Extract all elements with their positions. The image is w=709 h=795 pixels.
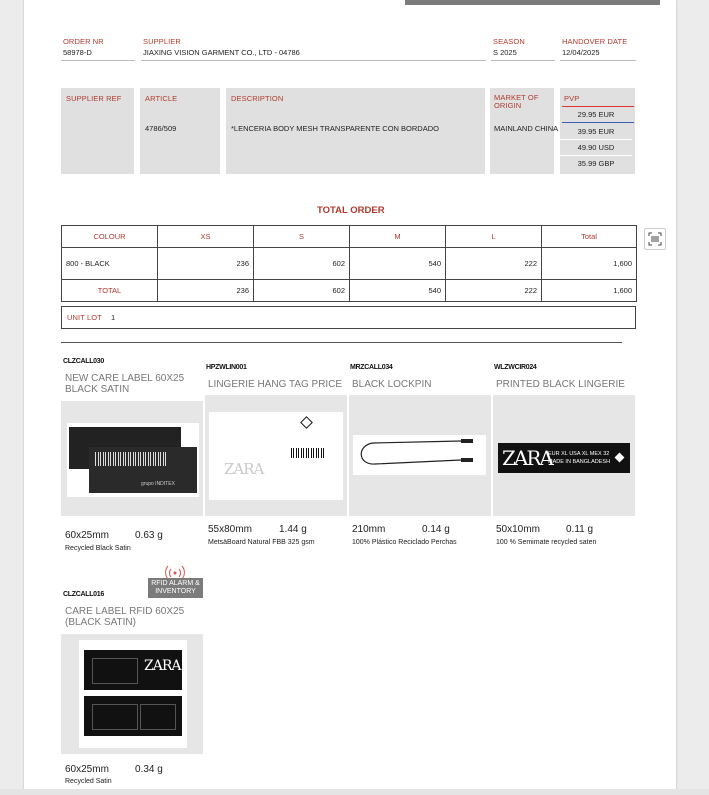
made-in-text: MADE IN BANGLADESH: [548, 459, 611, 465]
item-material: MetsäBoard Natural FBB 325 gsm: [208, 539, 315, 546]
item-image-care-label: [61, 401, 203, 516]
rfid-antenna-graphic: [140, 704, 176, 730]
viewer-toolbar[interactable]: [0, 789, 709, 795]
document-page: [24, 0, 676, 795]
column-header: S: [254, 226, 350, 248]
column-header: Total: [542, 226, 637, 248]
item-name: NEW CARE LABEL 60X25 BLACK SATIN: [65, 373, 185, 395]
supplier-ref-label: SUPPLIER REF: [66, 94, 122, 103]
unit-lot-box: [61, 306, 636, 329]
table-total-row: [62, 280, 637, 302]
description-value: *LENCERIA BODY MESH TRANSPARENTE CON BORDADO: [231, 124, 439, 133]
handover-date-value: 12/04/2025: [562, 48, 600, 57]
item-code: CLZCALL030: [63, 358, 104, 365]
unit-lot-value: 1: [111, 313, 116, 322]
rfid-antenna-graphic: [92, 658, 138, 684]
table-cell: 222: [446, 248, 542, 280]
article-box: [140, 88, 220, 174]
zara-logo: ZARA: [224, 460, 264, 478]
item-size: 60x25mm: [65, 764, 109, 775]
zara-logo: ZARA: [144, 658, 181, 674]
column-header: M: [350, 226, 446, 248]
market-label: MARKET OF ORIGIN: [494, 93, 539, 110]
table-cell: 1,600: [542, 280, 637, 302]
item-material: Recycled Satin: [65, 778, 112, 785]
rfid-antenna-graphic: [92, 704, 138, 730]
item-name: PRINTED BLACK LINGERIE: [496, 379, 625, 390]
item-size: 55x80mm: [208, 524, 252, 535]
table-cell: 540: [350, 280, 446, 302]
item-image-printed-label: [493, 395, 635, 516]
market-of-origin-box: [490, 88, 559, 174]
pvp-price-4: 35.99 GBP: [577, 159, 615, 168]
rfid-label-back: [84, 696, 182, 736]
item-weight: 0.11 g: [566, 524, 594, 535]
divider: [141, 60, 486, 61]
table-cell: 540: [350, 248, 446, 280]
care-label-front: [89, 447, 197, 493]
section-divider: [61, 342, 622, 343]
handover-date-label: HANDOVER DATE: [562, 37, 628, 46]
item-weight: 1.44 g: [279, 524, 307, 535]
column-header: COLOUR: [62, 226, 158, 248]
barcode-graphic: [95, 452, 167, 466]
inditex-logo: grupo INDITEX: [141, 481, 175, 487]
pvp-blue-line: [562, 122, 634, 123]
image-background: [79, 640, 187, 748]
divider: [560, 139, 632, 140]
item-material: 100% Plástico Reciclado Perchas: [352, 539, 457, 546]
total-order-title: TOTAL ORDER: [317, 205, 385, 216]
item-name: LINGERIE HANG TAG PRICE: [208, 379, 343, 390]
rfid-signal-icon: [164, 564, 186, 578]
zara-logo: ZARA: [502, 446, 552, 470]
rfid-label-front: [84, 650, 182, 690]
total-label-cell: TOTAL: [62, 280, 158, 302]
pvp-label: PVP: [564, 94, 580, 103]
item-image-hang-tag: [205, 395, 347, 516]
divider: [560, 155, 632, 156]
divider: [61, 60, 135, 61]
size-text: EUR XL USA XL MEX 32: [548, 451, 610, 457]
order-nr-label: ORDER NR: [63, 37, 104, 46]
item-image-lockpin: [349, 395, 491, 516]
table-cell: 222: [446, 280, 542, 302]
pvp-red-line: [562, 106, 634, 107]
diamond-mark: [300, 416, 313, 429]
image-background: [353, 435, 486, 475]
pvp-price-2: 39.95 EUR: [577, 127, 615, 136]
item-name: CARE LABEL RFID 60X25 (BLACK SATIN): [65, 606, 185, 628]
item-size: 210mm: [352, 524, 386, 535]
article-value: 4786/509: [145, 124, 177, 133]
item-material: 100 % Semimate recycled saten: [496, 539, 597, 546]
order-nr-value: 58978-D: [63, 48, 92, 57]
item-size: 50x10mm: [496, 524, 540, 535]
article-label: ARTICLE: [145, 94, 178, 103]
table-row: [62, 248, 637, 280]
pvp-price-1: 29.95 EUR: [577, 110, 615, 119]
market-value: MAINLAND CHINA: [494, 124, 559, 133]
description-box: [226, 88, 485, 174]
description-label: DESCRIPTION: [231, 94, 284, 103]
column-header: XS: [158, 226, 254, 248]
diamond-mark: [615, 453, 625, 463]
supplier-value: JIAXING VISION GARMENT CO., LTD - 04786: [143, 48, 300, 57]
pvp-price-3: 49.90 USD: [577, 143, 615, 152]
lockpin-graphic: [353, 435, 486, 475]
item-weight: 0.14 g: [422, 524, 450, 535]
divider: [491, 60, 555, 61]
season-value: S 2025: [493, 48, 517, 57]
supplier-label: SUPPLIER: [143, 37, 181, 46]
hang-tag-graphic: [209, 412, 343, 500]
barcode-scan-icon[interactable]: [644, 228, 666, 250]
table-cell: 1,600: [542, 248, 637, 280]
pvp-box: [560, 88, 635, 174]
item-code: HPZWLIN001: [206, 364, 247, 371]
table-cell: 602: [254, 248, 350, 280]
table-cell: 236: [158, 248, 254, 280]
table-cell: 602: [254, 280, 350, 302]
table-header-row: [62, 226, 637, 248]
supplier-ref-box: [61, 88, 134, 174]
unit-lot-label: UNIT LOT: [67, 313, 102, 322]
rfid-badge-top: [405, 0, 660, 5]
printed-label-graphic: [498, 443, 630, 473]
item-name: BLACK LOCKPIN: [352, 379, 432, 390]
column-header: L: [446, 226, 542, 248]
rfid-badge: RFID ALARM & INVENTORY: [148, 578, 203, 598]
item-weight: 0.34 g: [135, 764, 163, 775]
table-cell: 236: [158, 280, 254, 302]
divider: [560, 60, 636, 61]
item-image-rfid-label: [61, 634, 203, 754]
season-label: SEASON: [493, 37, 525, 46]
total-order-table: [61, 225, 637, 302]
item-size: 60x25mm: [65, 530, 109, 541]
item-code: MRZCALL034: [350, 364, 393, 371]
item-code: WLZWCIR024: [494, 364, 537, 371]
colour-cell: 800 - BLACK: [62, 248, 158, 280]
item-weight: 0.63 g: [135, 530, 163, 541]
item-material: Recycled Black Satin: [65, 545, 131, 552]
item-code: CLZCALL016: [63, 591, 104, 598]
barcode-graphic: [291, 448, 325, 458]
